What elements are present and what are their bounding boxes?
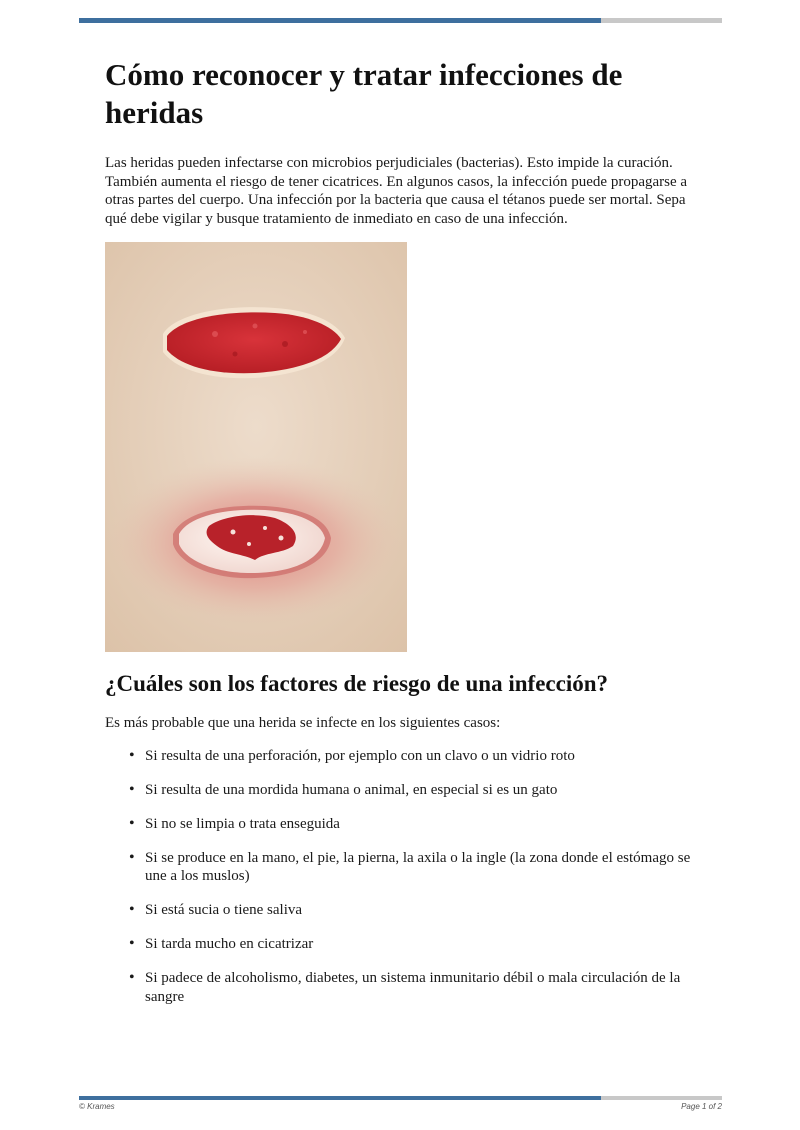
bottom-rule-accent [79, 1096, 601, 1100]
top-rule-accent [79, 18, 601, 23]
list-item: • Si padece de alcoholismo, diabetes, un sistema inmunitario débil o mala circulación de la sangre [129, 969, 700, 1006]
list-item: • Si resulta de una mordida humana o animal, en especial si es un gato [129, 781, 700, 800]
article [105, 56, 700, 1022]
page-title: Cómo reconocer y tratar infecciones de heridas [105, 57, 623, 130]
footer-page-number: Page 1 of 2 [681, 1102, 722, 1111]
wound-illustration [105, 242, 407, 652]
list-item: • Si no se limpia o trata enseguida [129, 815, 700, 834]
list-item: • Si tarda mucho en cicatrizar [129, 935, 700, 954]
risk-lead: Es más probable que una herida se infecte en los siguientes casos: [105, 715, 501, 731]
top-rule [79, 18, 722, 23]
infected-wound [105, 457, 405, 627]
list-item: • Si está sucia o tiene saliva [129, 901, 700, 920]
risk-list [105, 747, 700, 1007]
risk-heading: ¿Cuáles son los factores de riesgo de una infección? [105, 671, 609, 696]
intro-paragraph: Las heridas pueden infectarse con microbios perjudiciales (bacterias). Esto impide la curación. También aumenta el riesgo de tener cicatrices. En algunos casos, la infección puede propagarse a otras partes del cuerpo. Una infección por la bacteria que causa el tétanos puede ser mortal. Sepa qué debe vigilar y busque tratamiento de inmediato en caso de una infección. [105, 155, 688, 227]
list-item: • Si resulta de una perforación, por ejemplo con un clavo o un vidrio roto [129, 747, 700, 766]
footer-copyright: © Krames [79, 1102, 115, 1111]
top-rule-gray [601, 18, 722, 23]
list-item: • Si se produce en la mano, el pie, la pierna, la axila o la ingle (la zona donde el estómago se une a los muslos) [129, 849, 700, 886]
bottom-rule-gray [601, 1096, 722, 1100]
bottom-rule [79, 1096, 722, 1100]
